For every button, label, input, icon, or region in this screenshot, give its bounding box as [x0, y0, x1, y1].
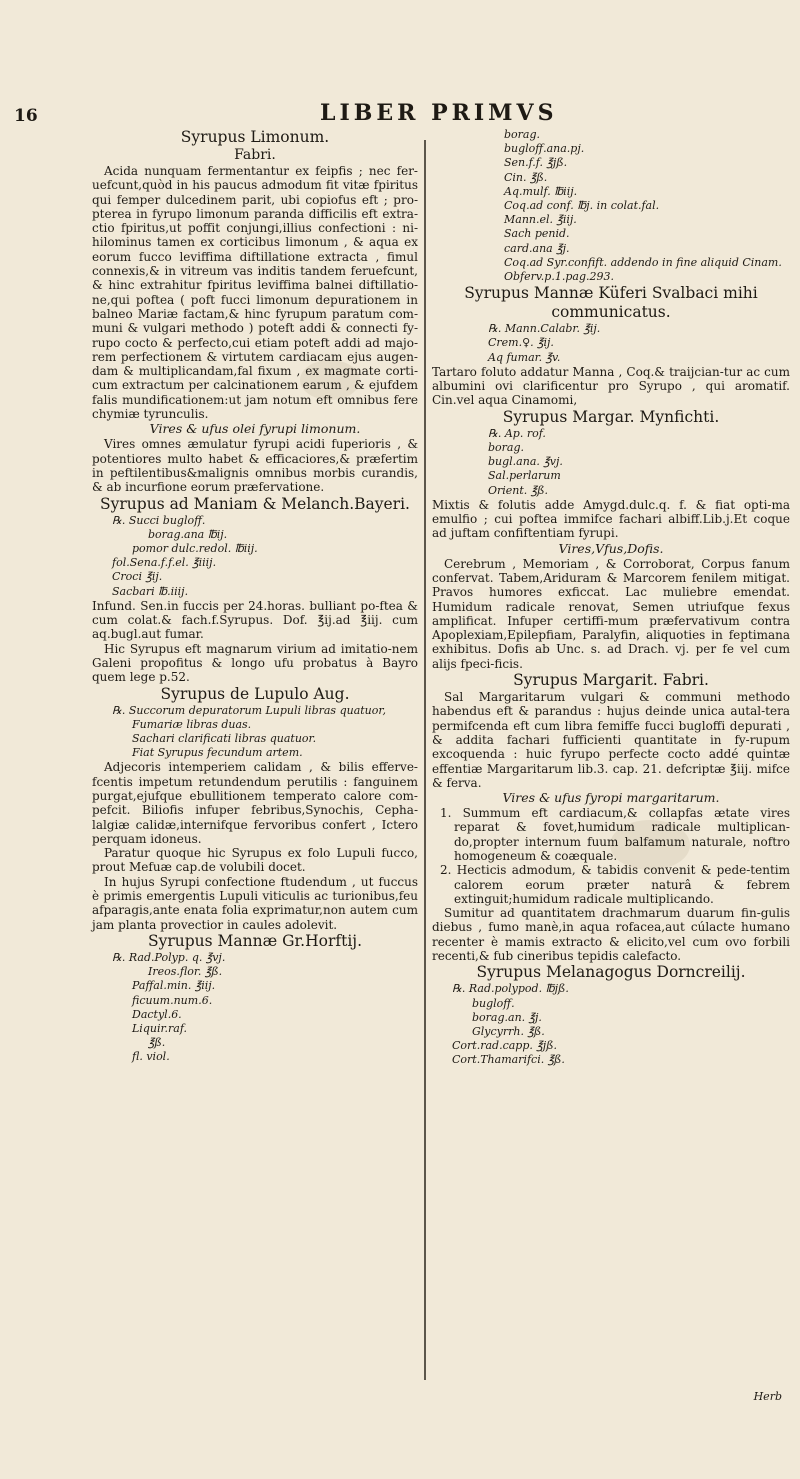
- recipe-line: borag.ana ℔ij.: [148, 527, 228, 541]
- recipe-line: Aq fumar. ℥v.: [488, 350, 561, 364]
- recipe-line: bugloff.: [472, 996, 515, 1010]
- recipe-line: card.ana ℥j.: [504, 241, 570, 255]
- recipe-line: ficuum.num.6.: [132, 993, 213, 1007]
- recipe-line: Croci ℥ij.: [112, 570, 163, 584]
- section-heading: Syrupus Mannæ Küferi Svalbaci mihi communicatus.: [464, 284, 758, 322]
- italic-heading: Vires,Vfus,Dofis.: [558, 540, 664, 556]
- recipe-line: pomor dulc.redol. ℔iij.: [132, 541, 258, 555]
- recipe-line: ℞. Rad.Polyp. q. ℥vj.: [112, 950, 226, 964]
- recipe-line: Crem.♀. ℥ij.: [488, 336, 554, 350]
- recipe-line: Fumariæ libras duas.: [132, 717, 252, 731]
- recipe-line: Orient. ℥ß.: [488, 483, 549, 497]
- column-divider: [424, 140, 426, 1380]
- right-column: [432, 128, 790, 1068]
- section-heading: Syrupus Limonum.: [180, 128, 330, 146]
- paragraph: Sal Margaritarum vulgari & communi methodo habendus eft & parandus : hujus deinde unica autal-tera permifcenda eft cum libra femiffe fucci bugloffi depurati , & addita fachari fufficienti quantitate in fy-rupum excoquenda : huic fyrupo perfecte cocto addé quintæ effentiæ Margaritarum lib.3. cap. 21. defcriptæ ℥iij. mifce & ferva.: [432, 690, 790, 790]
- paragraph: Tartaro foluto addatur Manna , Coq.& traijcian-tur ac cum albumini ovi clarificentur pro Syrupo , qui aromatif. Cin.vel aqua Cinamomi,: [432, 364, 790, 408]
- paragraph: Infund. Sen.in fuccis per 24.horas. bulliant po-ftea & cum colat.& fach.f.Syrupus. Dof. ℥ij.ad ℥iij. cum aq.bugl.aut fumar.: [92, 598, 418, 642]
- recipe-line: Cort.rad.capp. ℥jß.: [452, 1039, 557, 1053]
- section-heading: Syrupus Mannæ Gr.Horftij.: [147, 931, 363, 950]
- numbered-item: 2. Hecticis admodum, & tabidis convenit & pede-tentim calorem eorum præter naturâ & febrem extinguit;humidum radicale multiplicando.: [440, 863, 790, 906]
- paragraph: Acida nunquam fermentantur ex feipfis ; nec fer-uefcunt,quòd in his paucus admodum fit vitæ fpiritus qui femper dulcedinem parit, ubi copiofus eft ; pro-pterea in fyrupo limonum paranda difficilis eft extra-ctio fpiritus,ut poffit conjungi,illius confectioni : ni-hilominus tamen ex corticibus limonum , & aqua ex eorum fucco leviffima diftillatione extracta , fimul connexis,& in vitreum vas inditis tandem feruefcunt, & hinc extrahitur fpiritus leviffima balnei diftillatio-ne,qui poftea ( poft fucci limonum depurationem in balneo Mariæ factam,& hinc fyrupum paratum com-muni & vulgari methodo ) poteft addi & connecti fy-rupo cocto & perfecto,cui etiam poteft addi ad majo-rem perfectionem & virtutem cardiacam ejus augen-dam & multiplicandam,fal fixum , ex magmate corti-cum extractum per calcinationem earum , & ejufdem falis mundificationem:ut jam notum eft omnibus fere chymiæ tyrunculis.: [92, 164, 418, 422]
- section-heading: Syrupus Melanagogus Dorncreilij.: [476, 963, 746, 982]
- paragraph: Mixtis & folutis adde Amygd.dulc.q. f. & fiat opti-ma emulfio ; cui poftea immifce fachari albiff.Lib.j.Et coque ad juftam confiftentiam fyrupi.: [432, 497, 790, 541]
- recipe-line: Sacbari ℔.iiij.: [112, 584, 189, 598]
- paragraph: Paratur quoque hic Syrupus ex folo Lupuli fucco, prout Mefuæ cap.de volubili docet.: [92, 846, 418, 875]
- recipe-line: ℞. Succi bugloff.: [112, 513, 206, 527]
- paragraph: Vires omnes æmulatur fyrupi acidi fuperioris , & potentiores multo habet & efficaciores,& præfertim in peftilentibus&malignis omnibus morbis curandis, & ab incurfione eorum præfervatione.: [92, 437, 418, 495]
- recipe-line: ℞. Ap. rof.: [488, 426, 546, 440]
- recipe-line: Paffal.min. ℥iij.: [132, 979, 216, 993]
- page-number: 16: [14, 106, 38, 126]
- recipe-line: Obferv.p.1.pag.293.: [504, 270, 614, 284]
- paragraph: Sumitur ad quantitatem drachmarum duarum fin-gulis diebus , fumo manè,in aqua rofacea,aut cúlacte humano recenter è mamis extracto & elicito,vel cum ovo forbili recenti,& fub cineribus tepidis calefacto.: [432, 906, 790, 964]
- recipe-line: Coq.ad Syr.confift. addendo in fine aliquid Cinam.: [504, 255, 782, 269]
- numbered-item: 1. Summum eft cardiacum,& collapfas ætate vires reparat & fovet,humidum radicale multiplican-do,propter internum fuum balfamum naturale, noftro homogeneum & coæquale.: [440, 806, 790, 863]
- recipe-line: Sal.perlarum: [488, 469, 561, 483]
- recipe-line: Aq.mulf. ℔iij.: [504, 184, 578, 198]
- recipe-line: Sach penid.: [504, 227, 570, 241]
- recipe-line: ℞. Succorum depuratorum Lupuli libras quatuor,: [112, 703, 386, 717]
- recipe-line: borag.: [504, 128, 541, 141]
- recipe-line: ℞. Rad.polypod. ℔jß.: [452, 982, 569, 996]
- recipe-line: borag.: [488, 440, 525, 454]
- paragraph: Hic Syrupus eft magnarum virium ad imitatio-nem Galeni propofitus & longo ufu probatus à Bayro quem lege p.52.: [92, 641, 418, 685]
- recipe-line: Dactyl.6.: [132, 1007, 182, 1021]
- recipe-line: Ireos.flor. ℥ß.: [148, 965, 223, 979]
- running-head: LIBER PRIMVS: [320, 100, 558, 126]
- section-heading: Syrupus Margar. Mynfichti.: [502, 407, 720, 426]
- recipe-line: Fiat Syrupus fecundum artem.: [132, 746, 303, 760]
- recipe-line: Glycyrrh. ℥ß.: [472, 1024, 545, 1038]
- section-heading: Syrupus Margarit. Fabri.: [513, 671, 709, 690]
- page-header: [0, 100, 800, 126]
- section-subheading: Fabri.: [234, 147, 276, 163]
- paragraph: Adjecoris intemperiem calidam , & bilis efferve-fcentis impetum retundendum perutilis : fanguinem purgat,ejufque ebullitionem temperato calore com-pefcit. Biliofis infuper febribus,Synochis, Cepha-lalgiæ calidæ,internifque fervoribus confert , Ictero perquam idoneus.: [92, 760, 418, 846]
- recipe-line: fl. viol.: [132, 1050, 170, 1064]
- recipe-line: Coq.ad conf. ℔j. in colat.fal.: [504, 199, 660, 213]
- catchword: Herb: [753, 1390, 782, 1403]
- italic-heading: Vires & ufus olei fyrupi limonum.: [149, 421, 361, 437]
- recipe-line: Cort.Thamarifci. ℥ß.: [452, 1053, 565, 1067]
- recipe-line: Liquir.raf.: [132, 1021, 188, 1035]
- italic-heading: Vires & ufus fyropi margaritarum.: [502, 790, 720, 806]
- section-heading: Syrupus ad Maniam & Melanch.Bayeri.: [100, 494, 410, 513]
- left-column: [92, 128, 418, 1065]
- paragraph: In hujus Syrupi confectione ftudendum , ut fuccus è primis emergentis Lupuli viticulis ac turionibus,feu afparagis,ante enata folia exprimatur,non autem cum jam planta provectior in caules adolevit.: [92, 874, 418, 932]
- recipe-line: Mann.el. ℥iij.: [504, 213, 577, 227]
- recipe-line: Sachari clarificati libras quatuor.: [132, 731, 317, 745]
- recipe-line: Cin. ℥ß.: [504, 170, 548, 184]
- recipe-line: ℥ß.: [148, 1036, 166, 1050]
- recipe-line: Sen.f.f. ℥jß.: [504, 156, 568, 170]
- recipe-line: bugl.ana. ℥vj.: [488, 455, 563, 469]
- recipe-line: ℞. Mann.Calabr. ℥ij.: [488, 322, 601, 336]
- recipe-line: borag.an. ℥j.: [472, 1010, 542, 1024]
- recipe-line: fol.Sena.f.f.el. ℥iiij.: [112, 556, 217, 570]
- section-heading: Syrupus de Lupulo Aug.: [160, 684, 350, 703]
- paragraph: Cerebrum , Memoriam , & Corroborat, Corpus fanum confervat. Tabem,Ariduram & Marcorem fenilem mitigat. Pravos humores exficcat. Lac muliebre emendat. Humidum radicale renovat, Semen utriufque fexus amplificat. Infuper certiffi-mum præfervativum contra Apoplexiam,Epilepfiam, Paralyfin, aliquoties in feptimana exhibitus. Dofis ab Unc. s. ad Drach. vj. per fe vel cum alijs fpeci-ficis.: [432, 556, 790, 671]
- recipe-line: bugloff.ana.pj.: [504, 142, 585, 156]
